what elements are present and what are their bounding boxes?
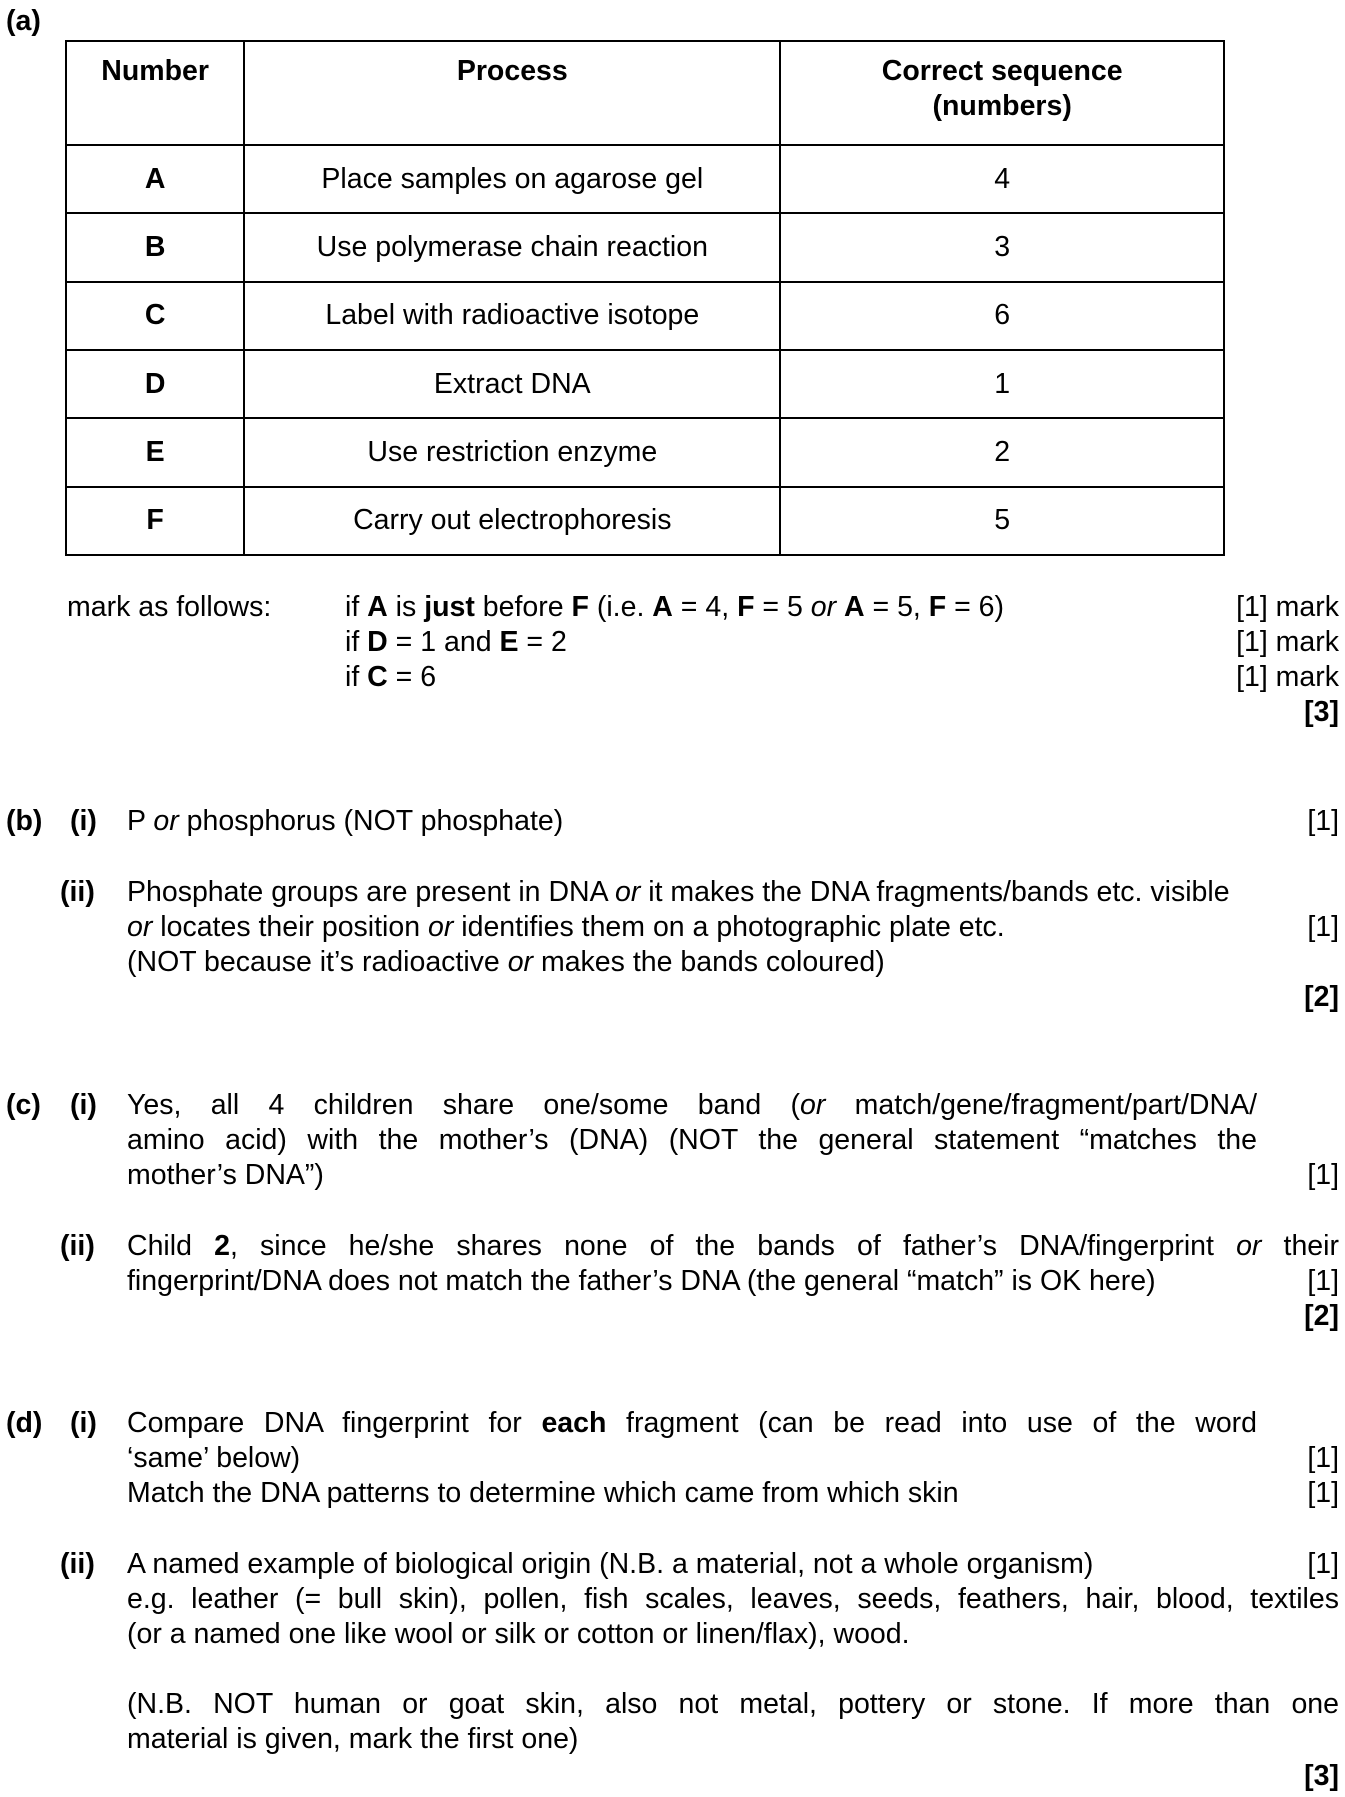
row-process: Extract DNA xyxy=(244,350,780,418)
text: each xyxy=(541,1407,607,1439)
text: = 2 xyxy=(518,626,567,658)
part-d-ii-label: (ii) xyxy=(60,1548,95,1580)
text: identifies them on a photographic plate etc. xyxy=(453,911,1005,943)
row-letter: D xyxy=(66,350,244,418)
header-process: Process xyxy=(244,41,780,145)
text: A xyxy=(844,591,865,623)
part-c-i-line3: mother’s DNA”) xyxy=(127,1159,324,1191)
text: or xyxy=(1236,1230,1262,1262)
part-d-ii-line1: A named example of biological origin (N.B. a material, not a whole organism) xyxy=(127,1548,1094,1580)
part-c-i-mark: [1] xyxy=(1307,1159,1339,1191)
text: it makes the DNA fragments/bands etc. visible xyxy=(640,876,1230,908)
part-b-i-label: (i) xyxy=(70,805,97,837)
part-d-i-line2-mark: [1] xyxy=(1307,1442,1339,1474)
text: just xyxy=(424,591,475,623)
text: (NOT because it’s radioactive xyxy=(127,946,508,978)
header-correct-sequence-line1: Correct sequence xyxy=(881,55,1123,87)
text: (i.e. xyxy=(588,591,653,623)
text: is xyxy=(387,591,425,623)
part-a-total: [3] xyxy=(1304,696,1339,728)
mark-rule-1-mark: [1] mark xyxy=(1236,591,1339,623)
part-d-total: [3] xyxy=(1304,1760,1339,1792)
part-d-ii-line4: (N.B. NOT human or goat skin, also not metal, pottery or stone. If more than one xyxy=(127,1688,1339,1720)
text: A xyxy=(652,591,673,623)
text: = 5 xyxy=(754,591,811,623)
mark-rule-3 xyxy=(345,660,436,695)
row-process: Place samples on agarose gel xyxy=(244,145,780,213)
part-b-ii-line1 xyxy=(127,875,1230,910)
row-letter: E xyxy=(66,418,244,486)
part-b-ii-line2 xyxy=(127,910,1005,945)
part-d-ii-line2: e.g. leather (= bull skin), pollen, fish scales, leaves, seeds, feathers, hair, blood, textiles xyxy=(127,1583,1339,1615)
part-c-i-line2: amino acid) with the mother’s (DNA) (NOT the general statement “matches the xyxy=(127,1124,1257,1156)
row-process: Carry out electrophoresis xyxy=(244,487,780,555)
table-row xyxy=(66,145,1224,213)
text: P xyxy=(127,805,154,837)
part-c-label: (c) xyxy=(6,1089,41,1121)
text: their xyxy=(1261,1230,1339,1262)
text: = 6 xyxy=(387,661,437,693)
text: = 4, xyxy=(672,591,738,623)
part-b-ii-label: (ii) xyxy=(60,876,95,908)
text: , since he/she shares none of the bands of father’s DNA/fingerprint xyxy=(229,1230,1237,1262)
text xyxy=(836,591,844,623)
row-letter: A xyxy=(66,145,244,213)
text: or xyxy=(810,591,837,623)
text: D xyxy=(367,626,388,658)
header-correct-sequence-line2: (numbers) xyxy=(932,90,1072,122)
text: or xyxy=(800,1089,826,1121)
part-d-ii-line5: material is given, mark the first one) xyxy=(127,1723,579,1755)
text: match/gene/fragment/part/DNA/ xyxy=(825,1089,1257,1121)
text: locates their position xyxy=(152,911,428,943)
part-c-total: [2] xyxy=(1304,1300,1339,1332)
text: phosphorus (NOT phosphate) xyxy=(178,805,564,837)
row-letter: B xyxy=(66,213,244,281)
part-d-label: (d) xyxy=(6,1407,43,1439)
row-sequence: 4 xyxy=(780,145,1224,213)
text: if xyxy=(345,626,368,658)
mark-rule-1 xyxy=(345,590,1004,625)
sequence-table xyxy=(65,40,1225,556)
header-correct-sequence xyxy=(780,41,1224,145)
row-letter: C xyxy=(66,282,244,350)
text: Phosphate groups are present in DNA xyxy=(127,876,615,908)
part-d-i-line2: ‘same’ below) xyxy=(127,1442,301,1474)
text: or xyxy=(507,946,534,978)
text: E xyxy=(499,626,519,658)
row-sequence: 1 xyxy=(780,350,1224,418)
text: if xyxy=(345,661,368,693)
text: if xyxy=(345,591,368,623)
part-d-ii-line3: (or a named one like wool or silk or cotton or linen/flax), wood. xyxy=(127,1618,910,1650)
part-a-label: (a) xyxy=(6,5,41,37)
table-row xyxy=(66,487,1224,555)
part-d-i-line1 xyxy=(127,1406,1257,1441)
part-b-label: (b) xyxy=(6,805,43,837)
text: 2 xyxy=(214,1230,230,1262)
part-c-ii-label: (ii) xyxy=(60,1230,95,1262)
text: or xyxy=(614,876,641,908)
table-row xyxy=(66,418,1224,486)
part-b-i-answer xyxy=(127,804,563,839)
table-row xyxy=(66,350,1224,418)
text: = 6) xyxy=(946,591,1005,623)
part-d-ii-line1-mark: [1] xyxy=(1307,1548,1339,1580)
text: or xyxy=(428,911,454,943)
header-number: Number xyxy=(66,41,244,145)
table-header-row xyxy=(66,41,1224,145)
row-letter: F xyxy=(66,487,244,555)
table-row xyxy=(66,213,1224,281)
row-sequence: 2 xyxy=(780,418,1224,486)
text: = 5, xyxy=(864,591,929,623)
text: F xyxy=(571,591,589,623)
text: = 1 and xyxy=(387,626,500,658)
part-d-i-label: (i) xyxy=(70,1407,97,1439)
part-b-ii-line3 xyxy=(127,945,885,980)
text: before xyxy=(474,591,572,623)
text: or xyxy=(153,805,179,837)
text: C xyxy=(367,661,388,693)
part-c-ii-line1 xyxy=(127,1229,1339,1264)
part-c-ii-mark: [1] xyxy=(1307,1265,1339,1297)
text: makes the bands coloured) xyxy=(533,946,885,978)
text: Compare DNA fingerprint for xyxy=(127,1407,542,1439)
text: F xyxy=(928,591,947,623)
mark-rule-2-mark: [1] mark xyxy=(1236,626,1339,658)
text: A xyxy=(367,591,388,623)
part-c-ii-line2: fingerprint/DNA does not match the father’s DNA (the general “match” is OK here) xyxy=(127,1265,1156,1297)
mark-rule-3-mark: [1] mark xyxy=(1236,661,1339,693)
part-b-total: [2] xyxy=(1304,981,1339,1013)
part-d-i-line3-mark: [1] xyxy=(1307,1477,1339,1509)
part-b-i-mark: [1] xyxy=(1307,805,1339,837)
text: F xyxy=(737,591,755,623)
row-sequence: 5 xyxy=(780,487,1224,555)
mark-intro: mark as follows: xyxy=(67,591,272,623)
mark-rule-2 xyxy=(345,625,567,660)
text: fragment (can be read into use of the word xyxy=(606,1407,1258,1439)
row-process: Label with radioactive isotope xyxy=(244,282,780,350)
text: Child xyxy=(127,1230,215,1262)
text: Yes, all 4 children share one/some band ( xyxy=(127,1089,800,1121)
table-row xyxy=(66,282,1224,350)
part-b-ii-mark: [1] xyxy=(1307,911,1339,943)
part-c-i-label: (i) xyxy=(70,1089,97,1121)
row-sequence: 6 xyxy=(780,282,1224,350)
row-sequence: 3 xyxy=(780,213,1224,281)
part-c-i-line1 xyxy=(127,1088,1257,1123)
text: or xyxy=(127,911,153,943)
row-process: Use restriction enzyme xyxy=(244,418,780,486)
part-d-i-line3: Match the DNA patterns to determine which came from which skin xyxy=(127,1477,959,1509)
row-process: Use polymerase chain reaction xyxy=(244,213,780,281)
